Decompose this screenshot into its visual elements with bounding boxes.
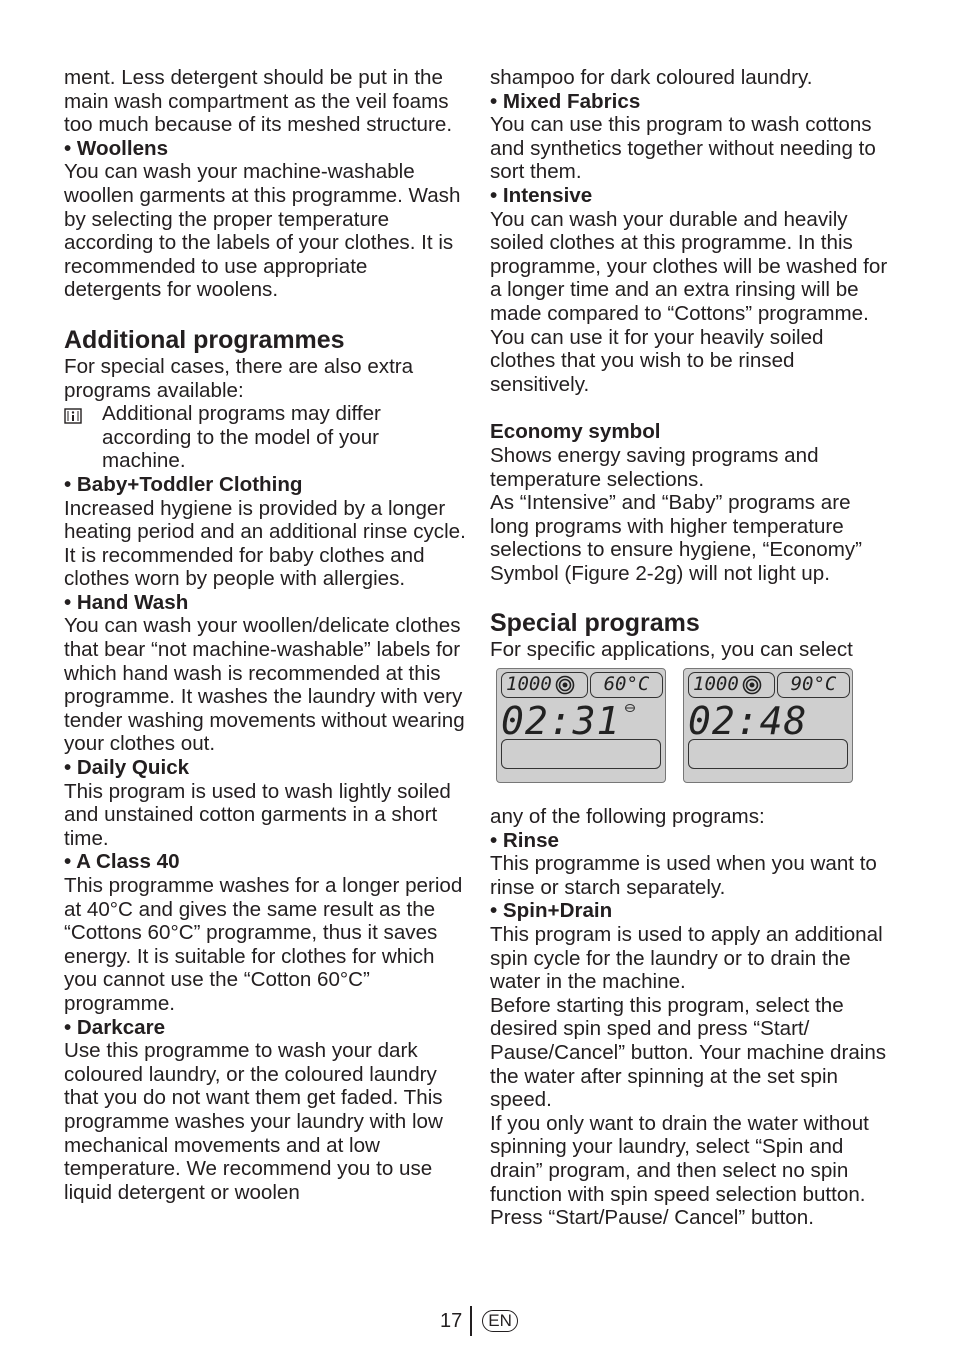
special-text-1: For specific applications, you can select [490, 638, 853, 662]
rinse-text: This programme is used when you want to rinse or starch separately. [490, 852, 877, 899]
economy-text-1: Shows energy saving programs and temperature selections. [490, 443, 819, 491]
special-programs-title: Special programs [490, 609, 700, 638]
spin-spiral-icon [555, 675, 575, 695]
spin-drain-text-2: Before starting this program, select the desired spin sped and press “Start/ Pause/Cancel” button. Your machine drains the water after spinning at the set spin speed. [490, 993, 887, 1112]
info-note-text: Additional programs may differ according to the model of your machine. [102, 402, 381, 473]
intensive-heading: • Intensive [490, 183, 593, 207]
info-note [64, 402, 466, 473]
page-footer [440, 1306, 518, 1336]
footer-divider [470, 1306, 472, 1336]
woollens-heading: • Woollens [64, 136, 169, 160]
daily-quick-heading: • Daily Quick [64, 756, 190, 780]
daily-quick-text: This program is used to wash lightly soiled and unstained cotton garments in a short time. [64, 779, 451, 850]
spin-drain-heading: • Spin+Drain [490, 899, 613, 923]
display-figure-1 [496, 668, 666, 783]
economy-icon [624, 702, 636, 714]
display-figures [496, 668, 892, 783]
mixed-text: You can use this program to wash cottons and synthetics together without needing to sort them. [490, 113, 876, 184]
woollens-text: You can wash your machine-washable woollen garments at this programme. Wash by selecting the proper temperature according to the labels of your clothes. It is recommended to use appropriate detergents for woolens. [64, 160, 461, 302]
spin-drain-text-3: If you only want to drain the water without spinning your laundry, select “Spin and drain” program, and then select no spin function with spin speed selection button. Press “Start/Pause/ Cancel” button. [490, 1111, 869, 1230]
display-figure-2 [683, 668, 853, 783]
darkcare-heading: • Darkcare [64, 1015, 166, 1039]
spin-drain-text-1: This program is used to apply an additional spin cycle for the laundry or to drain the water in the machine. [490, 923, 883, 994]
mixed-heading: • Mixed Fabrics [490, 89, 641, 113]
economy-heading: Economy symbol [490, 420, 661, 444]
handwash-heading: • Hand Wash [64, 590, 189, 614]
status-bar [501, 739, 661, 769]
left-column [64, 66, 466, 1204]
intensive-text: You can wash your durable and heavily soiled clothes at this programme. In this programme, your clothes will be washed for a longer time and an extra rinsing will be made compared to “Cottons” programme. You can use it for your heavily soiled clothes that you wish to be rinsed sensitively. [490, 207, 888, 396]
time-readout: 02:31 [501, 699, 621, 744]
spin-speed-value: 1000 [506, 673, 552, 696]
temperature-value: 90°C [790, 673, 837, 696]
spin-spiral-icon [742, 675, 762, 695]
spin-speed-segment [688, 672, 775, 698]
aclass-text: This programme washes for a longer period at 40°C and gives the same result as the “Cottons 60°C” programme, thus it saves energy. It is suitable for clothes for which you cannot use the “Cotton 60°C” programme. [64, 874, 463, 1015]
baby-heading: • Baby+Toddler Clothing [64, 472, 303, 496]
baby-text: Increased hygiene is provided by a longer heating period and an additional rinse cycle. It is recommended for baby clothes and clothes worn by people with allergies. [64, 496, 466, 591]
additional-programmes-title: Additional programmes [64, 325, 345, 354]
temperature-segment [590, 672, 663, 698]
spin-speed-value: 1000 [693, 673, 739, 696]
rinse-heading: • Rinse [490, 828, 560, 852]
aclass-heading: • A Class 40 [64, 850, 180, 874]
handwash-text: You can wash your woollen/delicate clothes that bear “not machine-washable” labels for which hand wash is recommended at this programme. It washes the laundry with very tender washing movements without wearing your clothes out. [64, 614, 465, 756]
darkcare-text: Use this programme to wash your dark coloured laundry, or the coloured laundry that you do not want them get faded. This programme washes your laundry with low mechanical movements and at low temperature. We recommend you to use liquid detergent or woolen [64, 1039, 443, 1204]
woollens-intro: ment. Less detergent should be put in the main wash compartment as the veil foams too much because of its meshed structure. [64, 66, 453, 137]
special-text-2: any of the following programs: [490, 805, 765, 829]
info-icon [64, 402, 102, 473]
temperature-segment [777, 672, 850, 698]
additional-programmes-text: For special cases, there are also extra programs available: [64, 354, 414, 402]
temperature-value: 60°C [603, 673, 650, 696]
page-number: 17 [440, 1309, 463, 1332]
economy-text-2: As “Intensive” and “Baby” programs are long programs with higher temperature selections to ensure hygiene, “Economy” Symbol (Figure 2-2g) will not light up. [490, 491, 863, 585]
time-readout: 02:48 [688, 699, 808, 744]
language-badge: EN [482, 1310, 518, 1332]
spin-speed-segment [501, 672, 588, 698]
status-bar [688, 739, 848, 769]
darkcare-continued: shampoo for dark coloured laundry. [490, 66, 813, 89]
right-column [490, 66, 892, 1230]
